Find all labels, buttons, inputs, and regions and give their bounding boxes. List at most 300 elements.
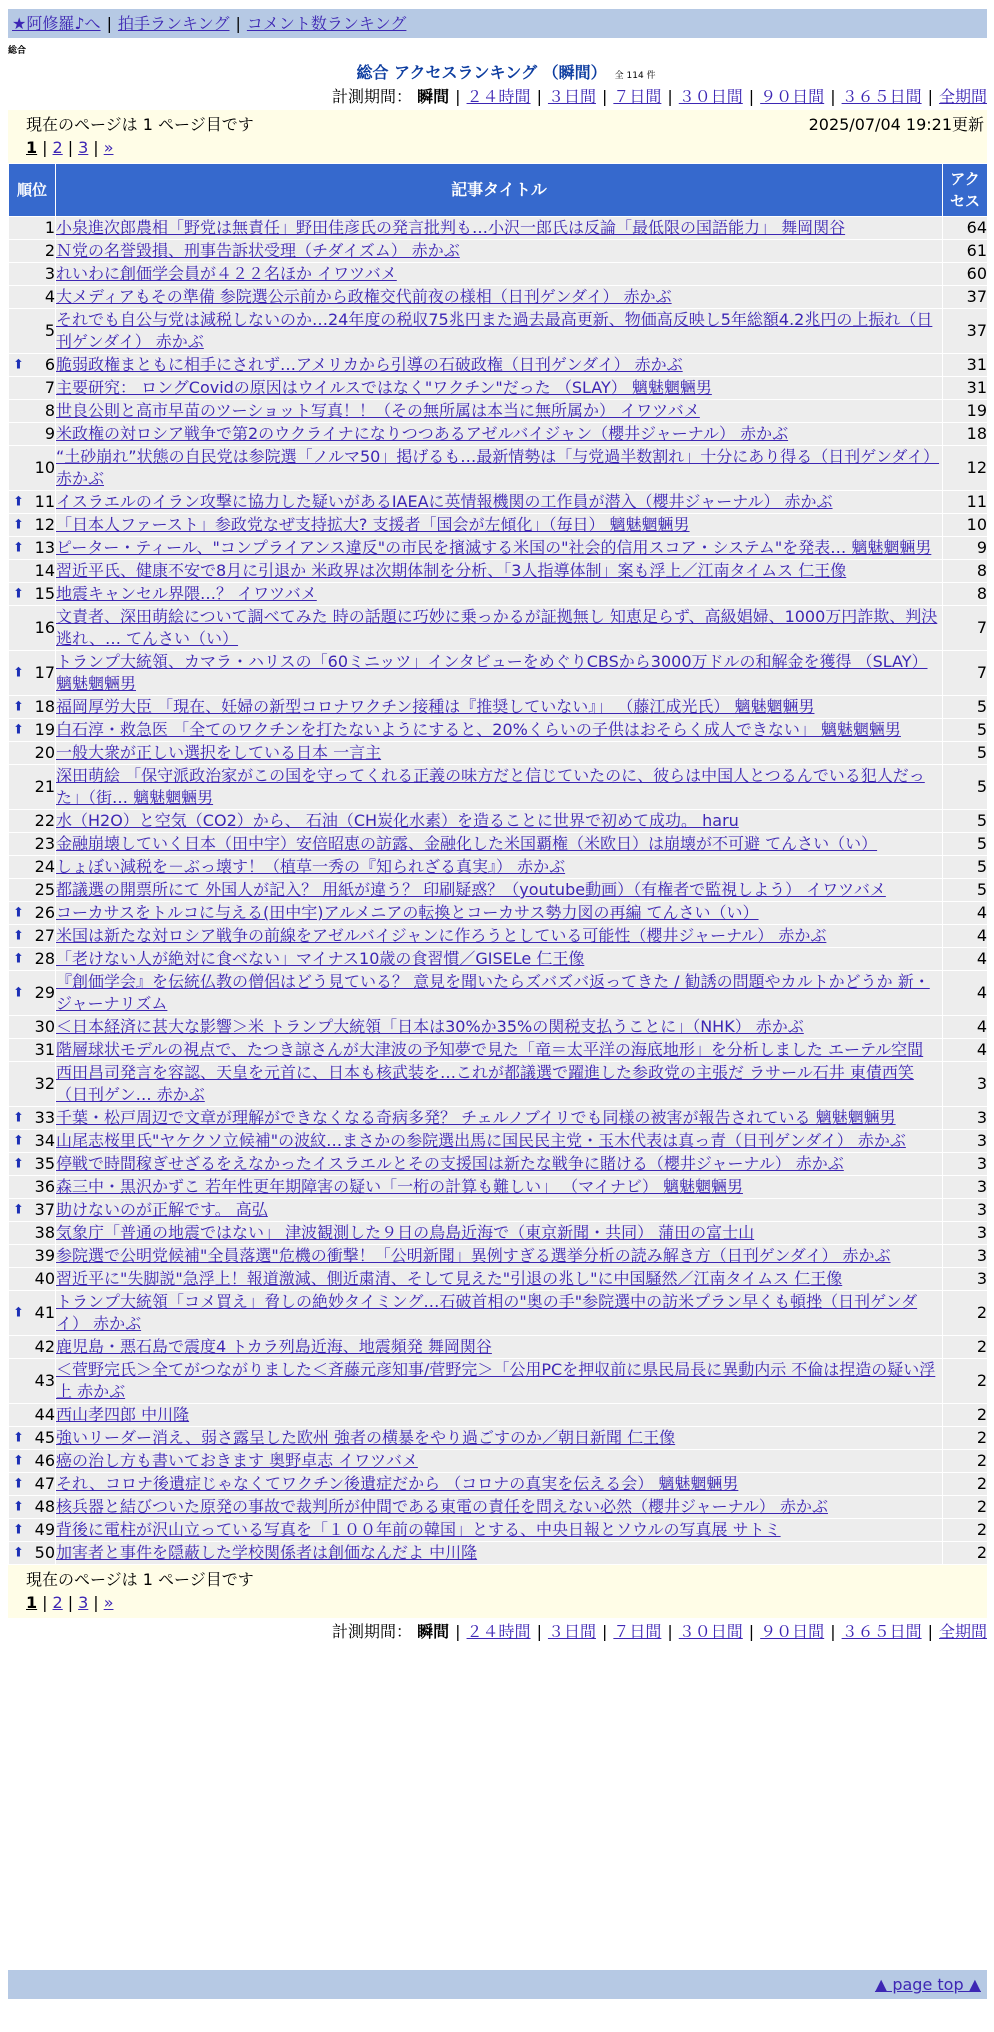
access-count: 11 xyxy=(943,491,988,514)
table-row xyxy=(9,879,988,902)
access-count: 5 xyxy=(943,856,988,879)
pager-bottom-next-link[interactable]: » xyxy=(103,1593,114,1612)
article-link[interactable]: 水（H2O）と空気（CO2）から、 石油（CH炭化水素）を造ることに世界で初めて成功。 haru xyxy=(56,811,739,830)
page-top-link[interactable]: ▲ page top ▲ xyxy=(874,1975,981,1994)
article-link[interactable]: 「老けない人が絶対に食べない」マイナス10歳の食習慣／GISELe 仁王像 xyxy=(56,949,585,968)
article-link[interactable]: 気象庁「普通の地震ではない」 津波観測した９日の鳥島近海で（東京新聞・共同） 蒲田の富士山 xyxy=(56,1223,755,1242)
table-row xyxy=(9,765,988,810)
separator: | xyxy=(42,1593,48,1612)
title-cell xyxy=(56,879,943,902)
rank-cell xyxy=(9,537,56,560)
table-row xyxy=(9,856,988,879)
rank-cell xyxy=(9,423,56,446)
table-header-row xyxy=(9,164,988,217)
table-row xyxy=(9,354,988,377)
article-link[interactable]: 助けないのが正解です。 高弘 xyxy=(56,1200,268,1219)
home-link[interactable]: ★阿修羅♪へ xyxy=(12,14,101,33)
period-top-option-7[interactable]: 全期間 xyxy=(938,87,987,106)
table-row xyxy=(9,583,988,606)
article-link[interactable]: 強いリーダー消え、弱さ露呈した欧州 強者の横暴をやり過ごすのか／朝日新聞 仁王像 xyxy=(56,1428,676,1447)
title-cell xyxy=(56,765,943,810)
pager-top-page-2[interactable]: 2 xyxy=(52,138,63,157)
up-arrow-icon: ⬆ xyxy=(13,357,24,373)
access-count: 2 xyxy=(943,1427,988,1450)
title-cell xyxy=(56,1245,943,1268)
article-link[interactable]: しょぼい減税を－ぶっ壊す！（植草一秀の『知られざる真実』） 赤かぶ xyxy=(56,857,566,876)
pager-top-page-1: 1 xyxy=(26,138,38,157)
title-cell xyxy=(56,833,943,856)
period-top-option-6[interactable]: ３６５日間 xyxy=(841,87,922,106)
article-link[interactable]: 米国は新たな対ロシア戦争の前線をアゼルバイジャンに作ろうとしている可能性（櫻井ジャーナル） 赤かぶ xyxy=(56,926,827,945)
separator: | xyxy=(927,87,933,106)
rank-cell xyxy=(9,1222,56,1245)
rank-cell xyxy=(9,696,56,719)
access-count: 4 xyxy=(943,1016,988,1039)
separator: | xyxy=(830,87,836,106)
access-count: 5 xyxy=(943,719,988,742)
rank-number: 25 xyxy=(34,880,55,899)
rank-cell xyxy=(9,1130,56,1153)
pager-top-next-link[interactable]: » xyxy=(103,138,114,157)
article-link[interactable]: ピーター・ティール、"コンプライアンス違反"の市民を擯滅する米国の"社会的信用スコア・システム"を発表… 魑魅魍魎男 xyxy=(56,538,932,557)
rank-number: 6 xyxy=(44,355,55,374)
rank-number: 33 xyxy=(34,1108,55,1127)
article-link[interactable]: 深田萌絵 「保守派政治家がこの国を守ってくれる正義の味方だと信じていたのに、彼らは中国人とつるんでいる犯人だった」（街… 魑魅魍魎男 xyxy=(56,766,925,807)
access-count: 3 xyxy=(943,1107,988,1130)
article-link[interactable]: それ、コロナ後遺症じゃなくてワクチン後遺症だから （コロナの真実を伝える会） 魑魅魍魎男 xyxy=(56,1474,739,1493)
clap-ranking-link[interactable]: 拍手ランキング xyxy=(117,14,230,33)
access-count: 2 xyxy=(943,1473,988,1496)
separator: | xyxy=(748,87,755,106)
pager-bottom-page-1: 1 xyxy=(26,1593,38,1612)
rank-cell xyxy=(9,583,56,606)
access-count: 4 xyxy=(943,925,988,948)
separator: | xyxy=(536,87,542,106)
table-row xyxy=(9,1107,988,1130)
table-row xyxy=(9,1542,988,1565)
rank-cell xyxy=(9,1450,56,1473)
period-top-option-1[interactable]: ２４時間 xyxy=(466,87,531,106)
article-link[interactable]: 西山孝四郎 中川隆 xyxy=(56,1405,190,1424)
article-link[interactable]: トランプ大統領「コメ買え」脅しの絶妙タイミング…石破首相の"奥の手"参院選中の訪米プラン早くも頓挫（日刊ゲンダイ） 赤かぶ xyxy=(56,1292,918,1333)
ranking-title: 総合 アクセスランキング （瞬間） xyxy=(356,63,607,82)
pager-bottom-page-2[interactable]: 2 xyxy=(52,1593,63,1612)
access-count: 3 xyxy=(943,1062,988,1107)
table-row xyxy=(9,1153,988,1176)
rank-cell xyxy=(9,446,56,491)
title-cell xyxy=(56,651,943,696)
period-top-option-3[interactable]: ７日間 xyxy=(613,87,662,106)
title-cell xyxy=(56,1062,943,1107)
rank-cell xyxy=(9,879,56,902)
article-link[interactable]: 一般大衆が正しい選択をしている日本 一言主 xyxy=(56,743,382,762)
rank-cell xyxy=(9,925,56,948)
rank-number: 24 xyxy=(34,857,55,876)
pager-top-page-3[interactable]: 3 xyxy=(78,138,89,157)
rank-cell xyxy=(9,1176,56,1199)
article-link[interactable]: れいわに創価学会員が４２２名ほか イワツバメ xyxy=(56,264,397,283)
top-nav-bar: ★阿修羅♪へ | 拍手ランキング | コメント数ランキング xyxy=(8,9,987,38)
access-count: 8 xyxy=(943,583,988,606)
period-top-option-4[interactable]: ３０日間 xyxy=(678,87,743,106)
article-link[interactable]: 階層球状モデルの視点で、たつき諒さんが大津波の予知夢で見た「竜＝太平洋の海底地形」を分析しました エーテル空間 xyxy=(56,1040,924,1059)
article-link[interactable]: 背後に電柱が沢山立っている写真を「１００年前の韓国」とする、中央日報とソウルの写真展 サトミ xyxy=(56,1520,781,1539)
article-link[interactable]: 森三中・黒沢かずこ 若年性更年期障害の疑い「一桁の計算も難しい」 （マイナビ） 魑魅魍魎男 xyxy=(56,1177,743,1196)
rank-number: 35 xyxy=(34,1154,55,1173)
rank-number: 20 xyxy=(34,743,55,762)
title-cell xyxy=(56,856,943,879)
up-arrow-icon: ⬆ xyxy=(13,1430,24,1446)
rank-number: 9 xyxy=(44,424,55,443)
article-link[interactable]: コーカサスをトルコに与える(田中宇)アルメニアの転換とコーカサス勢力図の再編 てんさい（い） xyxy=(56,903,759,922)
table-row xyxy=(9,286,988,309)
article-link[interactable]: 核兵器と結びついた原発の事故で裁判所が仲間である東電の責任を問えない必然（櫻井ジャーナル） 赤かぶ xyxy=(56,1497,828,1516)
period-bottom-option-5[interactable]: ９０日間 xyxy=(760,1622,825,1641)
separator: | xyxy=(536,1622,542,1641)
current-page-text: 現在のページは 1 ページ目です xyxy=(26,115,254,134)
rank-number: 15 xyxy=(34,584,55,603)
category-label: 総合 xyxy=(8,46,27,56)
title-cell xyxy=(56,423,943,446)
table-row xyxy=(9,606,988,651)
up-arrow-icon: ⬆ xyxy=(13,1110,24,1126)
access-count: 5 xyxy=(943,696,988,719)
rank-number: 21 xyxy=(34,777,55,796)
access-count: 5 xyxy=(943,833,988,856)
table-row xyxy=(9,1473,988,1496)
period-bottom-option-4[interactable]: ３０日間 xyxy=(678,1622,743,1641)
rank-number: 32 xyxy=(34,1074,55,1093)
article-link[interactable]: 脆弱政権まともに相手にされず…アメリカから引導の石破政権（日刊ゲンダイ） 赤かぶ xyxy=(56,355,683,374)
title-cell xyxy=(56,560,943,583)
up-arrow-icon: ⬆ xyxy=(13,1453,24,1469)
access-count: 64 xyxy=(943,217,988,240)
table-row xyxy=(9,263,988,286)
rank-cell xyxy=(9,1542,56,1565)
rank-number: 12 xyxy=(34,515,55,534)
rank-cell xyxy=(9,1519,56,1542)
rank-cell xyxy=(9,1062,56,1107)
article-link[interactable]: Ｎ党の名誉毀損、刑事告訴状受理（チダイズム） 赤かぶ xyxy=(56,241,460,260)
access-count: 7 xyxy=(943,651,988,696)
article-link[interactable]: 文責者、深田萌絵について調べてみた 時の話題に巧妙に乗っかるが証拠無し 知恵足らず、高級娼婦、1000万円詐欺、判決逃れ、… てんさい（い） xyxy=(56,607,938,648)
rank-cell xyxy=(9,902,56,925)
period-bottom-option-2[interactable]: ３日間 xyxy=(547,1622,596,1641)
article-link[interactable]: “土砂崩れ”状態の自民党は参院選「ノルマ50」掲げるも…最新情勢は「与党過半数割れ」十分にあり得る（日刊ゲンダイ） 赤かぶ xyxy=(56,447,940,488)
table-row xyxy=(9,1245,988,1268)
title-cell xyxy=(56,1496,943,1519)
separator: | xyxy=(67,1593,74,1612)
rank-cell xyxy=(9,1039,56,1062)
title-cell xyxy=(56,1519,943,1542)
article-link[interactable]: 習近平氏、健康不安で8月に引退か 米政界は次期体制を分析、「3人指導体制」案も浮上／江南タイムス 仁王像 xyxy=(56,561,847,580)
table-row xyxy=(9,902,988,925)
up-arrow-icon: ⬆ xyxy=(13,928,24,944)
title-cell xyxy=(56,217,943,240)
article-link[interactable]: 山尾志桜里氏"ヤケクソ立候補"の波紋…まさかの参院選出馬に国民民主党・玉木代表は真っ青（日刊ゲンダイ） 赤かぶ xyxy=(56,1131,906,1150)
access-count: 3 xyxy=(943,1130,988,1153)
table-row xyxy=(9,1404,988,1427)
article-link[interactable]: 地震キャンセル界隈…？ イワツバメ xyxy=(56,584,317,603)
access-count: 2 xyxy=(943,1359,988,1404)
separator: | xyxy=(601,87,608,106)
rank-cell xyxy=(9,651,56,696)
article-link[interactable]: 西田昌司発言を容認、天皇を元首に、日本も核武装を…これが都議選で躍進した参政党の主張だ ラサール石井 東債西笑（日刊ゲン… 赤かぶ xyxy=(56,1063,914,1104)
article-link[interactable]: 習近平に"失脚説"急浮上！報道激減、側近粛清、そして見えた"引退の兆し"に中国騒然／江南タイムス 仁王像 xyxy=(56,1269,843,1288)
table-row xyxy=(9,560,988,583)
table-row xyxy=(9,537,988,560)
rank-cell xyxy=(9,1336,56,1359)
rank-number: 43 xyxy=(34,1371,55,1390)
pager-bottom-page-3[interactable]: 3 xyxy=(78,1593,89,1612)
access-count: 3 xyxy=(943,1268,988,1291)
article-link[interactable]: 米政権の対ロシア戦争で第2のウクライナになりつつあるアゼルバイジャン（櫻井ジャーナル） 赤かぶ xyxy=(56,424,789,443)
rank-number: 27 xyxy=(34,926,55,945)
title-cell xyxy=(56,286,943,309)
article-link[interactable]: 福岡厚労大臣 「現在、妊婦の新型コロナワクチン接種は『推奨していない』」 （藤江成光氏） 魑魅魍魎男 xyxy=(56,697,815,716)
rank-cell xyxy=(9,719,56,742)
table-row xyxy=(9,309,988,354)
separator: | xyxy=(93,1593,99,1612)
table-row xyxy=(9,1199,988,1222)
access-count: 8 xyxy=(943,560,988,583)
access-count: 12 xyxy=(943,446,988,491)
title-cell xyxy=(56,1450,943,1473)
rank-cell xyxy=(9,971,56,1016)
up-arrow-icon: ⬆ xyxy=(13,951,24,967)
up-arrow-icon: ⬆ xyxy=(13,1522,24,1538)
title-cell xyxy=(56,583,943,606)
access-count: 7 xyxy=(943,606,988,651)
bottom-bar xyxy=(8,1970,987,1999)
article-link[interactable]: 金融崩壊していく日本（田中宇）安倍昭恵の訪露、金融化した米国覇権（米欧日）は崩壊が不可避 てんさい（い） xyxy=(56,834,878,853)
rank-number: 4 xyxy=(44,287,55,306)
article-link[interactable]: それでも自公与党は減税しないのか…24年度の税収75兆円また過去最高更新、物価高反映し5年総額4.2兆円の上振れ（日刊ゲンダイ） 赤かぶ xyxy=(56,310,933,351)
separator: | xyxy=(830,1622,836,1641)
separator: | xyxy=(601,1622,608,1641)
article-link[interactable]: 「日本人ファースト」参政党なぜ支持拡大? 支援者「国会が左傾化」（毎日） 魑魅魍魎男 xyxy=(56,515,690,534)
title-cell xyxy=(56,719,943,742)
rank-number: 42 xyxy=(34,1337,55,1356)
article-link[interactable]: 主要研究： ロングCovidの原因はウイルスではなく"ワクチン"だった （SLAY） 魑魅魍魎男 xyxy=(56,378,712,397)
access-count: 2 xyxy=(943,1519,988,1542)
table-row xyxy=(9,377,988,400)
table-row xyxy=(9,651,988,696)
article-link[interactable]: 鹿児島・悪石島で震度4 トカラ列島近海、地震頻発 舞岡関谷 xyxy=(56,1337,492,1356)
title-cell xyxy=(56,925,943,948)
article-link[interactable]: 白石淳・救急医 「全てのワクチンを打たないようにすると、20%くらいの子供はおそらく成人できない」 魑魅魍魎男 xyxy=(56,720,901,739)
separator: | xyxy=(667,87,673,106)
table-row xyxy=(9,925,988,948)
rank-cell xyxy=(9,560,56,583)
rank-number: 18 xyxy=(34,697,55,716)
title-cell xyxy=(56,971,943,1016)
rank-cell xyxy=(9,263,56,286)
access-count: 5 xyxy=(943,765,988,810)
period-bottom-option-1[interactable]: ２４時間 xyxy=(466,1622,531,1641)
rank-number: 2 xyxy=(44,241,55,260)
access-count: 3 xyxy=(943,1199,988,1222)
article-link[interactable]: 千葉・松戸周辺で文章が理解ができなくなる奇病多発？ チェルノブイリでも同様の被害が報告されている 魑魅魍魎男 xyxy=(56,1108,896,1127)
access-count: 5 xyxy=(943,742,988,765)
rank-number: 50 xyxy=(34,1543,55,1562)
article-link[interactable]: 『創価学会』を伝統仏教の僧侶はどう見ている？ 意見を聞いたらズバズバ返ってきた / 勧誘の問題やカルトかどうか 新・ジャーナリズム xyxy=(56,972,930,1013)
title-cell xyxy=(56,902,943,925)
table-row xyxy=(9,1359,988,1404)
rank-header: 順位 xyxy=(9,164,56,217)
rank-number: 36 xyxy=(34,1177,55,1196)
rank-number: 23 xyxy=(34,834,55,853)
table-row xyxy=(9,423,988,446)
separator: | xyxy=(748,1622,755,1641)
rank-cell xyxy=(9,1473,56,1496)
rank-number: 49 xyxy=(34,1520,55,1539)
rank-number: 13 xyxy=(34,538,55,557)
title-cell xyxy=(56,1199,943,1222)
rank-cell xyxy=(9,856,56,879)
table-row xyxy=(9,696,988,719)
article-link[interactable]: 都議選の開票所にて 外国人が記入？ 用紙が違う？ 印刷疑惑？（youtube動画）（有権者で監視しよう） イワツバメ xyxy=(56,880,886,899)
title-cell xyxy=(56,1222,943,1245)
access-count: 3 xyxy=(943,1153,988,1176)
table-row xyxy=(9,217,988,240)
period-bottom-option-3[interactable]: ７日間 xyxy=(613,1622,662,1641)
rank-number: 29 xyxy=(34,983,55,1002)
table-row xyxy=(9,833,988,856)
up-arrow-icon: ⬆ xyxy=(13,1499,24,1515)
table-row xyxy=(9,514,988,537)
rank-number: 5 xyxy=(44,321,55,340)
article-link[interactable]: 大メディアもその準備 参院選公示前から政権交代前夜の様相（日刊ゲンダイ） 赤かぶ xyxy=(56,287,672,306)
table-row xyxy=(9,446,988,491)
up-arrow-icon: ⬆ xyxy=(13,1133,24,1149)
table-row xyxy=(9,1519,988,1542)
rank-number: 40 xyxy=(34,1269,55,1288)
title-cell xyxy=(56,1404,943,1427)
separator: | xyxy=(667,1622,673,1641)
rank-cell xyxy=(9,1359,56,1404)
article-link[interactable]: 加害者と事件を隠蔽した学校関係者は創価なんだよ 中川隆 xyxy=(56,1543,478,1562)
table-row xyxy=(9,1062,988,1107)
rank-cell xyxy=(9,1291,56,1336)
table-row xyxy=(9,1291,988,1336)
period-bottom-option-0: 瞬間 xyxy=(417,1622,450,1641)
rank-cell xyxy=(9,1107,56,1130)
title-cell xyxy=(56,514,943,537)
access-count: 3 xyxy=(943,1176,988,1199)
access-count: 19 xyxy=(943,400,988,423)
rank-cell xyxy=(9,400,56,423)
period-top-option-2[interactable]: ３日間 xyxy=(547,87,596,106)
table-row xyxy=(9,719,988,742)
rank-number: 30 xyxy=(34,1017,55,1036)
table-row xyxy=(9,971,988,1016)
title-header: 記事タイトル xyxy=(56,164,943,217)
rank-number: 28 xyxy=(34,949,55,968)
separator: | xyxy=(42,138,48,157)
rank-number: 3 xyxy=(44,264,55,283)
table-row xyxy=(9,1222,988,1245)
rank-number: 17 xyxy=(34,663,55,682)
access-count: 2 xyxy=(943,1336,988,1359)
title-cell xyxy=(56,491,943,514)
table-row xyxy=(9,1039,988,1062)
period-selector-bottom xyxy=(332,1621,987,1643)
access-count: 4 xyxy=(943,902,988,925)
article-link[interactable]: ＜菅野完氏＞全てがつながりました＜斉藤元彦知事/菅野完＞「公用PCを押収前に県民局長に異動内示 不倫は捏造の疑い浮上 赤かぶ xyxy=(56,1360,936,1401)
table-row xyxy=(9,240,988,263)
table-row xyxy=(9,1016,988,1039)
up-arrow-icon: ⬆ xyxy=(13,699,24,715)
period-bottom-option-7[interactable]: 全期間 xyxy=(938,1622,987,1641)
title-cell xyxy=(56,354,943,377)
access-header: アクセス xyxy=(943,164,988,217)
rank-number: 48 xyxy=(34,1497,55,1516)
article-link[interactable]: 小泉進次郎農相「野党は無責任」野田佳彦氏の発言批判も…小沢一郎氏は反論「最低限の国語能力」 舞岡関谷 xyxy=(56,218,846,237)
separator: | xyxy=(927,1622,933,1641)
rank-cell xyxy=(9,1016,56,1039)
up-arrow-icon: ⬆ xyxy=(13,665,24,681)
page-info-bottom xyxy=(8,1565,987,1618)
up-arrow-icon: ⬆ xyxy=(13,1476,24,1492)
period-top-option-5[interactable]: ９０日間 xyxy=(760,87,825,106)
period-bottom-option-6[interactable]: ３６５日間 xyxy=(841,1622,922,1641)
access-count: 4 xyxy=(943,971,988,1016)
article-link[interactable]: 参院選で公明党候補"全員落選"危機の衝撃！「公明新聞」異例すぎる選挙分析の読み解き方（日刊ゲンダイ） 赤かぶ xyxy=(56,1246,891,1265)
access-count: 5 xyxy=(943,879,988,902)
table-row xyxy=(9,1176,988,1199)
article-link[interactable]: イスラエルのイラン攻撃に協力した疑いがあるIAEAに英情報機関の工作員が潜入（櫻井ジャーナル） 赤かぶ xyxy=(56,492,833,511)
title-cell xyxy=(56,1427,943,1450)
title-cell xyxy=(56,1359,943,1404)
access-count: 2 xyxy=(943,1291,988,1336)
access-count: 37 xyxy=(943,286,988,309)
rank-number: 41 xyxy=(34,1303,55,1322)
table-row xyxy=(9,400,988,423)
table-row xyxy=(9,948,988,971)
rank-cell xyxy=(9,1496,56,1519)
title-cell xyxy=(56,1473,943,1496)
period-bottom-label: 計測期間： xyxy=(332,1622,413,1641)
title-cell xyxy=(56,1039,943,1062)
table-row xyxy=(9,1450,988,1473)
pagination xyxy=(26,137,113,159)
access-count: 2 xyxy=(943,1542,988,1565)
article-link[interactable]: 癌の治し方も書いておきます 奥野卓志 イワツバメ xyxy=(56,1451,418,1470)
table-row xyxy=(9,1336,988,1359)
rank-number: 22 xyxy=(34,811,55,830)
current-page-text-bottom: 現在のページは 1 ページ目です xyxy=(26,1570,254,1589)
article-link[interactable]: 停戦で時間稼ぎせざるをえなかったイスラエルとその支援国は新たな戦争に賭ける（櫻井ジャーナル） 赤かぶ xyxy=(56,1154,844,1173)
article-link[interactable]: ＜日本経済に甚大な影響＞米 トランプ大統領「日本は30%か35%の関税支払うことに」（NHK） 赤かぶ xyxy=(56,1017,804,1036)
rank-cell xyxy=(9,1199,56,1222)
rank-cell xyxy=(9,742,56,765)
access-count: 37 xyxy=(943,309,988,354)
pagination-bottom xyxy=(26,1592,113,1614)
separator: | xyxy=(67,138,74,157)
up-arrow-icon: ⬆ xyxy=(13,1202,24,1218)
comment-ranking-link[interactable]: コメント数ランキング xyxy=(246,14,407,33)
rank-cell xyxy=(9,217,56,240)
updated-time: 2025/07/04 19:21更新 xyxy=(808,115,984,134)
title-cell xyxy=(56,1176,943,1199)
article-link[interactable]: 世良公則と高市早苗のツーショット写真！！（その無所属は本当に無所属か） イワツバメ xyxy=(56,401,700,420)
title-cell xyxy=(56,742,943,765)
rank-number: 31 xyxy=(34,1040,55,1059)
title-cell xyxy=(56,446,943,491)
rank-cell xyxy=(9,1245,56,1268)
article-link[interactable]: トランプ大統領、カマラ・ハリスの「60ミニッツ」インタビューをめぐりCBSから3000万ドルの和解金を獲得 （SLAY） 魑魅魍魎男 xyxy=(56,652,928,693)
